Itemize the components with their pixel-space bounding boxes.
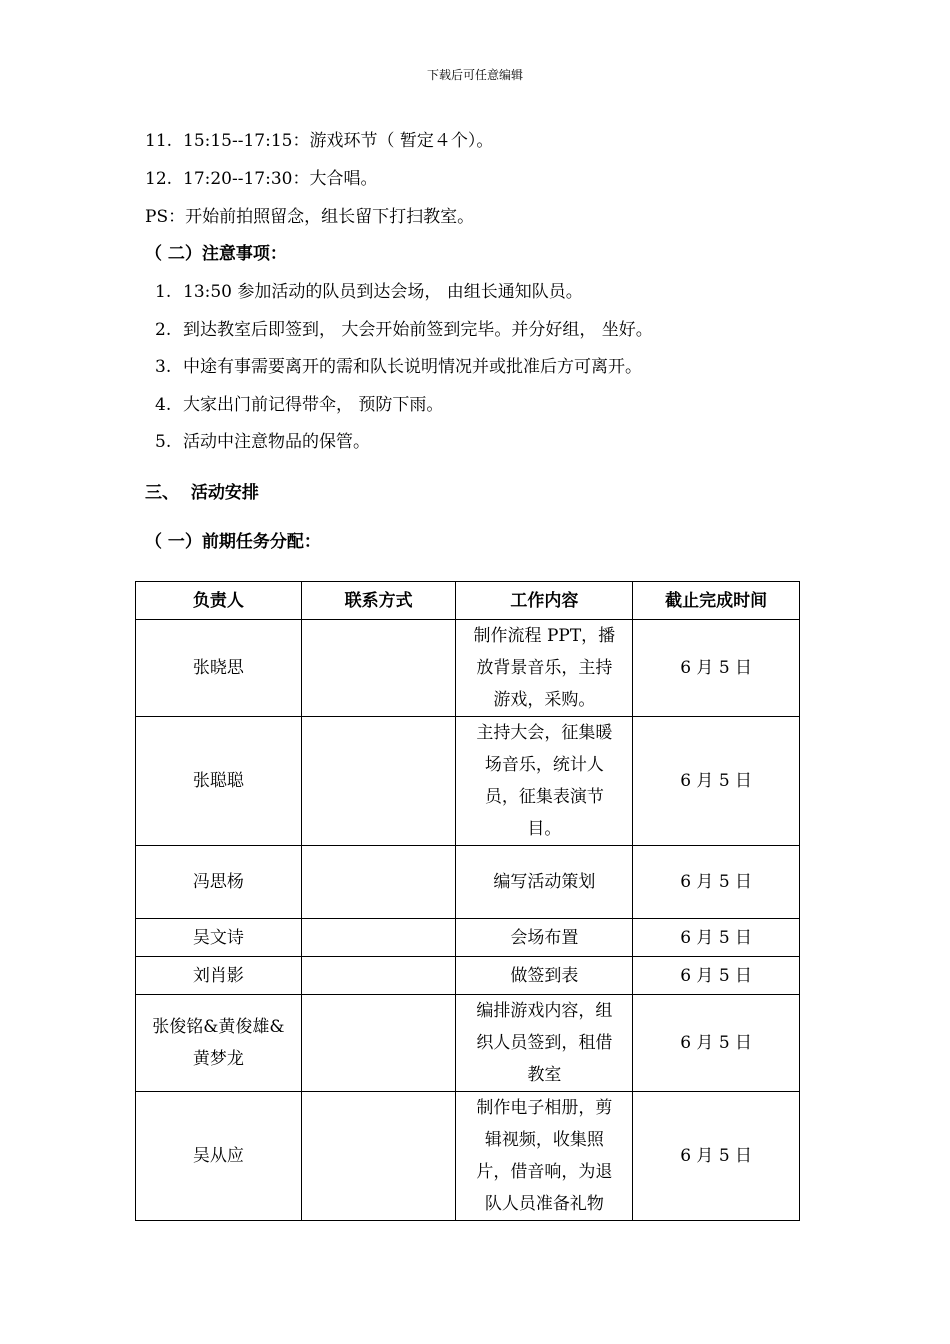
table-row xyxy=(136,1092,800,1221)
note-item xyxy=(155,390,443,415)
contact-cell xyxy=(301,1092,456,1221)
content-cell: 编写活动策划 xyxy=(456,846,633,919)
contact-cell xyxy=(301,957,456,995)
note-item xyxy=(155,427,370,452)
person-cell: 张俊铭&黄俊雄&黄梦龙 xyxy=(136,995,302,1092)
note-item xyxy=(155,352,642,377)
item-number: 5. xyxy=(155,432,172,452)
item-text: 大家出门前记得带伞， 预防下雨。 xyxy=(183,395,444,415)
contact-cell xyxy=(301,919,456,957)
table-header-row xyxy=(136,582,800,620)
deadline-cell: 6 月 5 日 xyxy=(633,1092,800,1221)
content-cell: 会场布置 xyxy=(456,919,633,957)
deadline-cell: 6 月 5 日 xyxy=(633,620,800,717)
item-text: 中途有事需要离开的需和队长说明情况并或批准后方可离开。 xyxy=(183,357,642,377)
contact-cell xyxy=(301,995,456,1092)
deadline-cell: 6 月 5 日 xyxy=(633,919,800,957)
content-cell: 做签到表 xyxy=(456,957,633,995)
note-item xyxy=(155,277,583,302)
item-number: 2. xyxy=(155,320,172,340)
person-cell: 张聪聪 xyxy=(136,717,302,846)
contact-cell xyxy=(301,717,456,846)
content-cell: 编排游戏内容，组织人员签到，租借教室 xyxy=(456,995,633,1092)
item-text: 17:20--17:30：大合唱。 xyxy=(183,169,378,189)
column-header: 截止完成时间 xyxy=(633,582,800,620)
item-text: 活动中注意物品的保管。 xyxy=(183,432,370,452)
table-row xyxy=(136,620,800,717)
item-number: 12. xyxy=(145,169,173,189)
person-cell: 冯思杨 xyxy=(136,846,302,919)
item-number: 3. xyxy=(155,357,172,377)
note-item xyxy=(155,315,653,340)
page-header: 下载后可任意编辑 xyxy=(426,68,523,82)
person-cell: 吴文诗 xyxy=(136,919,302,957)
contact-cell xyxy=(301,620,456,717)
deadline-cell: 6 月 5 日 xyxy=(633,995,800,1092)
content-cell: 制作流程 PPT，播放背景音乐，主持游戏，采购。 xyxy=(456,620,633,717)
schedule-item xyxy=(145,126,493,151)
schedule-item xyxy=(145,164,377,189)
subsection-heading: （ 一）前期任务分配： xyxy=(145,532,321,552)
contact-cell xyxy=(301,846,456,919)
item-number: 4. xyxy=(155,395,172,415)
ps-note: PS：开始前拍照留念，组长留下打扫教室。 xyxy=(145,207,475,227)
column-header: 联系方式 xyxy=(301,582,456,620)
deadline-cell: 6 月 5 日 xyxy=(633,957,800,995)
item-text: 13:50 参加活动的队员到达会场， 由组长通知队员。 xyxy=(183,282,583,302)
deadline-cell: 6 月 5 日 xyxy=(633,846,800,919)
item-text: 到达教室后即签到， 大会开始前签到完毕。并分好组， 坐好。 xyxy=(183,320,653,340)
content-cell: 主持大会，征集暖场音乐，统计人员，征集表演节目。 xyxy=(456,717,633,846)
table-row xyxy=(136,717,800,846)
person-cell: 刘肖影 xyxy=(136,957,302,995)
column-header: 工作内容 xyxy=(456,582,633,620)
person-cell: 吴从应 xyxy=(136,1092,302,1221)
task-table xyxy=(135,581,800,1221)
deadline-cell: 6 月 5 日 xyxy=(633,717,800,846)
table-row xyxy=(136,846,800,919)
content-cell: 制作电子相册，剪辑视频，收集照片，借音响，为退队人员准备礼物 xyxy=(456,1092,633,1221)
item-number: 11. xyxy=(145,131,173,151)
table-row xyxy=(136,919,800,957)
person-cell: 张晓思 xyxy=(136,620,302,717)
column-header: 负责人 xyxy=(136,582,302,620)
table-row xyxy=(136,957,800,995)
table-row xyxy=(136,995,800,1092)
item-text: 15:15--17:15：游戏环节（ 暂定４个）。 xyxy=(183,131,494,151)
section-heading: 三、 活动安排 xyxy=(145,483,259,503)
item-number: 1. xyxy=(155,282,172,302)
notes-heading: （ 二）注意事项： xyxy=(145,244,287,264)
